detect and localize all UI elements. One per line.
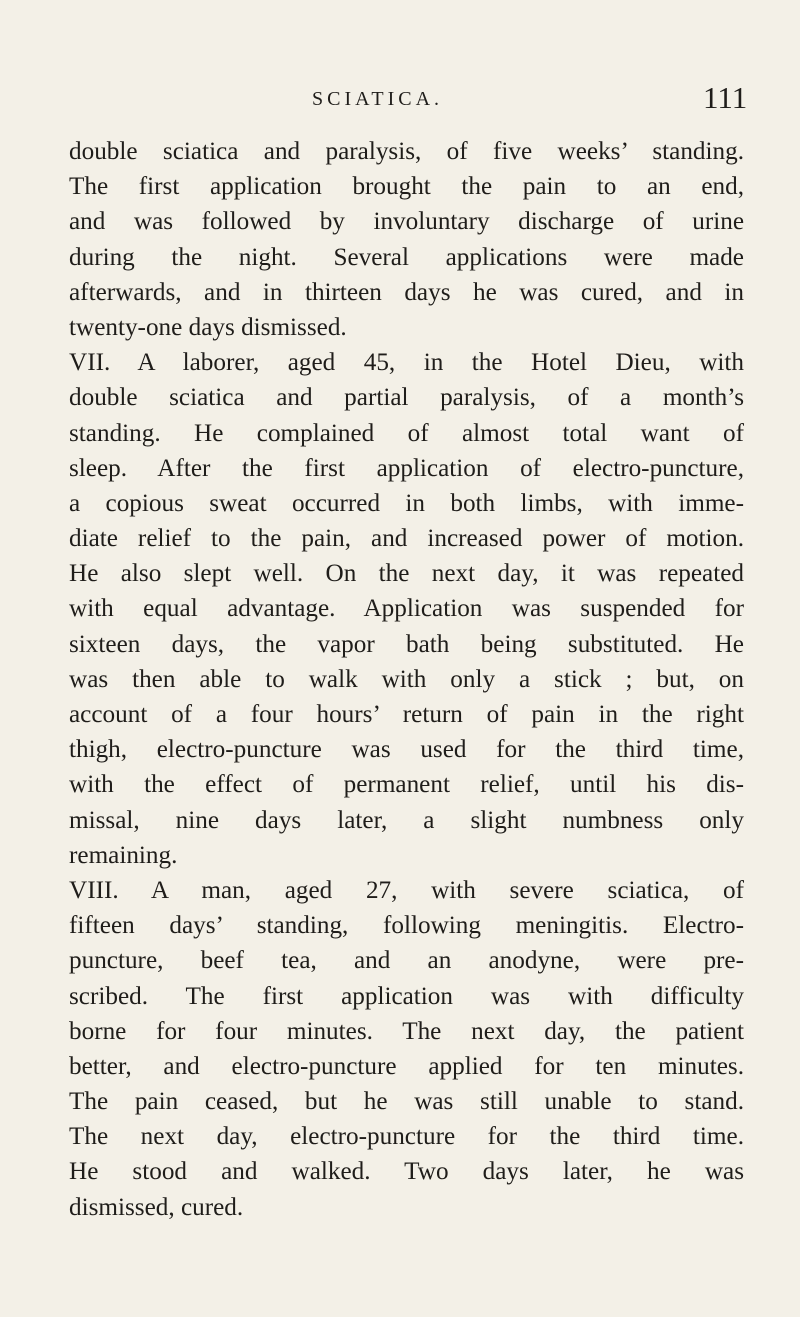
text-line: remaining. <box>69 841 178 869</box>
text-line: account of a four hours’ return of pain in the right <box>69 701 744 728</box>
text-line: borne for four minutes. The next day, the patient <box>69 1017 744 1045</box>
text-line: better, and electro-puncture applied for ten minutes. <box>69 1052 744 1080</box>
text-line: double sciatica and paralysis, of five weeks’ standing. <box>69 138 744 165</box>
text-line: afterwards, and in thirteen days he was cured, and in <box>69 278 744 306</box>
text-line: with the effect of permanent relief, until his dis- <box>69 771 744 799</box>
text-line: during the night. Several applications were made <box>69 243 744 271</box>
text-line: puncture, beef tea, and an anodyne, were pre- <box>69 947 744 975</box>
text-line: The first application brought the pain to an end, <box>69 173 744 201</box>
text-line: was then able to walk with only a stick ; but, on <box>69 665 744 693</box>
text-line: double sciatica and partial paralysis, of a month’s <box>69 384 744 412</box>
text-line: diate relief to the pain, and increased power of motion. <box>69 525 744 553</box>
text-line: dismissed, cured. <box>69 1193 244 1221</box>
text-line: VIII. A man, aged 27, with severe sciatica, of <box>69 876 744 904</box>
text-line: missal, nine days later, a slight numbness only <box>69 806 744 834</box>
text-line: The next day, electro-puncture for the third time. <box>69 1123 744 1151</box>
text-line: twenty-one days dismissed. <box>69 313 347 341</box>
running-head <box>0 78 800 118</box>
text-line: a copious sweat occurred in both limbs, with imme- <box>69 489 744 517</box>
text-line: and was followed by involuntary discharge of urine <box>69 208 744 236</box>
text-line: fifteen days’ standing, following meningitis. Electro- <box>69 912 744 940</box>
text-line: He stood and walked. Two days later, he was <box>69 1158 744 1186</box>
text-line: sleep. After the first application of electro-puncture, <box>69 454 744 482</box>
text-line: sixteen days, the vapor bath being substituted. He <box>69 630 744 658</box>
text-line: VII. A laborer, aged 45, in the Hotel Dieu, with <box>69 349 744 377</box>
text-line: He also slept well. On the next day, it was repeated <box>69 560 744 588</box>
text-line: with equal advantage. Application was suspended for <box>69 595 744 623</box>
page-number: 111 <box>703 80 748 115</box>
text-line: scribed. The first application was with difficulty <box>69 982 744 1010</box>
text-line: thigh, electro-puncture was used for the third time, <box>69 736 744 764</box>
text-line: standing. He complained of almost total want of <box>69 419 744 447</box>
text-line: The pain ceased, but he was still unable to stand. <box>69 1088 744 1116</box>
body-text <box>69 134 744 1225</box>
running-head-title: SCIATICA. <box>312 88 444 110</box>
